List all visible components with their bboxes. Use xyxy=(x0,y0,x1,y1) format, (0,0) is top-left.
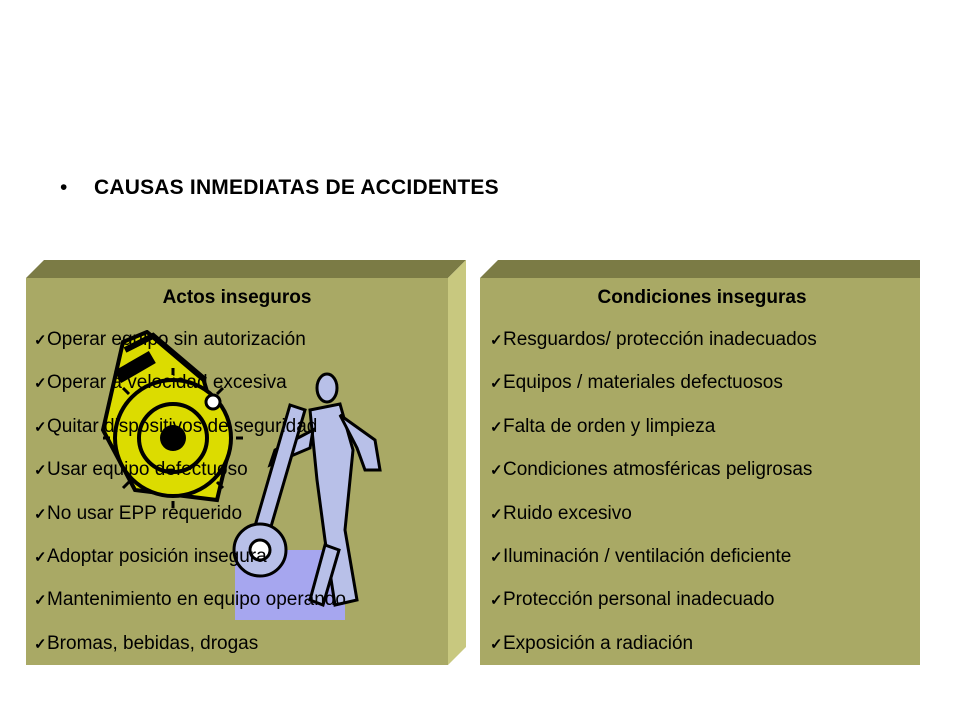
list-item-text: No usar EPP requerido xyxy=(47,502,243,524)
checkmark-icon: ✓ xyxy=(34,462,47,480)
list-item-text: Equipos / materiales defectuosos xyxy=(503,372,783,394)
list-item xyxy=(490,545,817,588)
checkmark-icon: ✓ xyxy=(490,592,503,610)
list-item xyxy=(34,588,346,631)
list-item-text: Operar equipo sin autorización xyxy=(47,329,306,350)
bullet-icon: • xyxy=(60,176,68,199)
list-item-text: Bromas, bebidas, drogas xyxy=(47,632,259,654)
checkmark-icon: ✓ xyxy=(490,505,503,523)
list-item xyxy=(490,502,817,545)
list-item xyxy=(34,458,346,501)
list-item-text: Condiciones atmosféricas peligrosas xyxy=(503,459,813,481)
list-item-text: Quitar dispositivos de seguridad xyxy=(47,415,318,437)
list-item-text: Adoptar posición insegura xyxy=(47,545,267,567)
list-item-text: Mantenimiento en equipo operando xyxy=(47,589,346,611)
slide-heading xyxy=(60,176,499,200)
list-item-text: Exposición a radiación xyxy=(503,632,694,654)
checkmark-icon: ✓ xyxy=(490,418,503,436)
list-item xyxy=(34,502,346,545)
checkmark-icon: ✓ xyxy=(490,332,503,349)
heading-text: CAUSAS INMEDIATAS DE ACCIDENTES xyxy=(94,176,499,199)
checkmark-icon: ✓ xyxy=(490,635,503,653)
list-item xyxy=(34,415,346,458)
list-item xyxy=(490,588,817,631)
checkmark-icon: ✓ xyxy=(34,635,47,653)
list-item xyxy=(490,371,817,414)
list-item-text: Ruido excesivo xyxy=(503,502,632,524)
unsafe-conditions-title: Condiciones inseguras xyxy=(597,287,807,308)
list-item xyxy=(490,415,817,458)
checkmark-icon: ✓ xyxy=(34,592,47,610)
checkmark-icon: ✓ xyxy=(34,418,47,436)
unsafe-acts-list xyxy=(34,328,346,675)
list-item xyxy=(490,632,817,675)
checkmark-icon: ✓ xyxy=(34,548,47,566)
checkmark-icon: ✓ xyxy=(34,505,47,523)
checkmark-icon: ✓ xyxy=(490,375,503,393)
list-item xyxy=(490,328,817,371)
list-item-text: Usar equipo defectuoso xyxy=(47,459,248,481)
list-item xyxy=(34,371,346,414)
checkmark-icon: ✓ xyxy=(34,375,47,393)
list-item xyxy=(34,632,346,675)
checkmark-icon: ✓ xyxy=(490,548,503,566)
list-item xyxy=(490,458,817,501)
checkmark-icon: ✓ xyxy=(34,332,47,349)
list-item-text: Resguardos/ protección inadecuados xyxy=(503,329,817,350)
list-item-text: Iluminación / ventilación deficiente xyxy=(503,545,792,567)
unsafe-acts-title: Actos inseguros xyxy=(162,287,312,308)
list-item xyxy=(34,545,346,588)
list-item-text: Protección personal inadecuado xyxy=(503,589,775,611)
checkmark-icon: ✓ xyxy=(490,462,503,480)
list-item xyxy=(34,328,346,371)
list-item-text: Falta de orden y limpieza xyxy=(503,415,716,437)
list-item-text: Operar a velocidad excesiva xyxy=(47,372,287,394)
unsafe-conditions-list xyxy=(490,328,817,675)
